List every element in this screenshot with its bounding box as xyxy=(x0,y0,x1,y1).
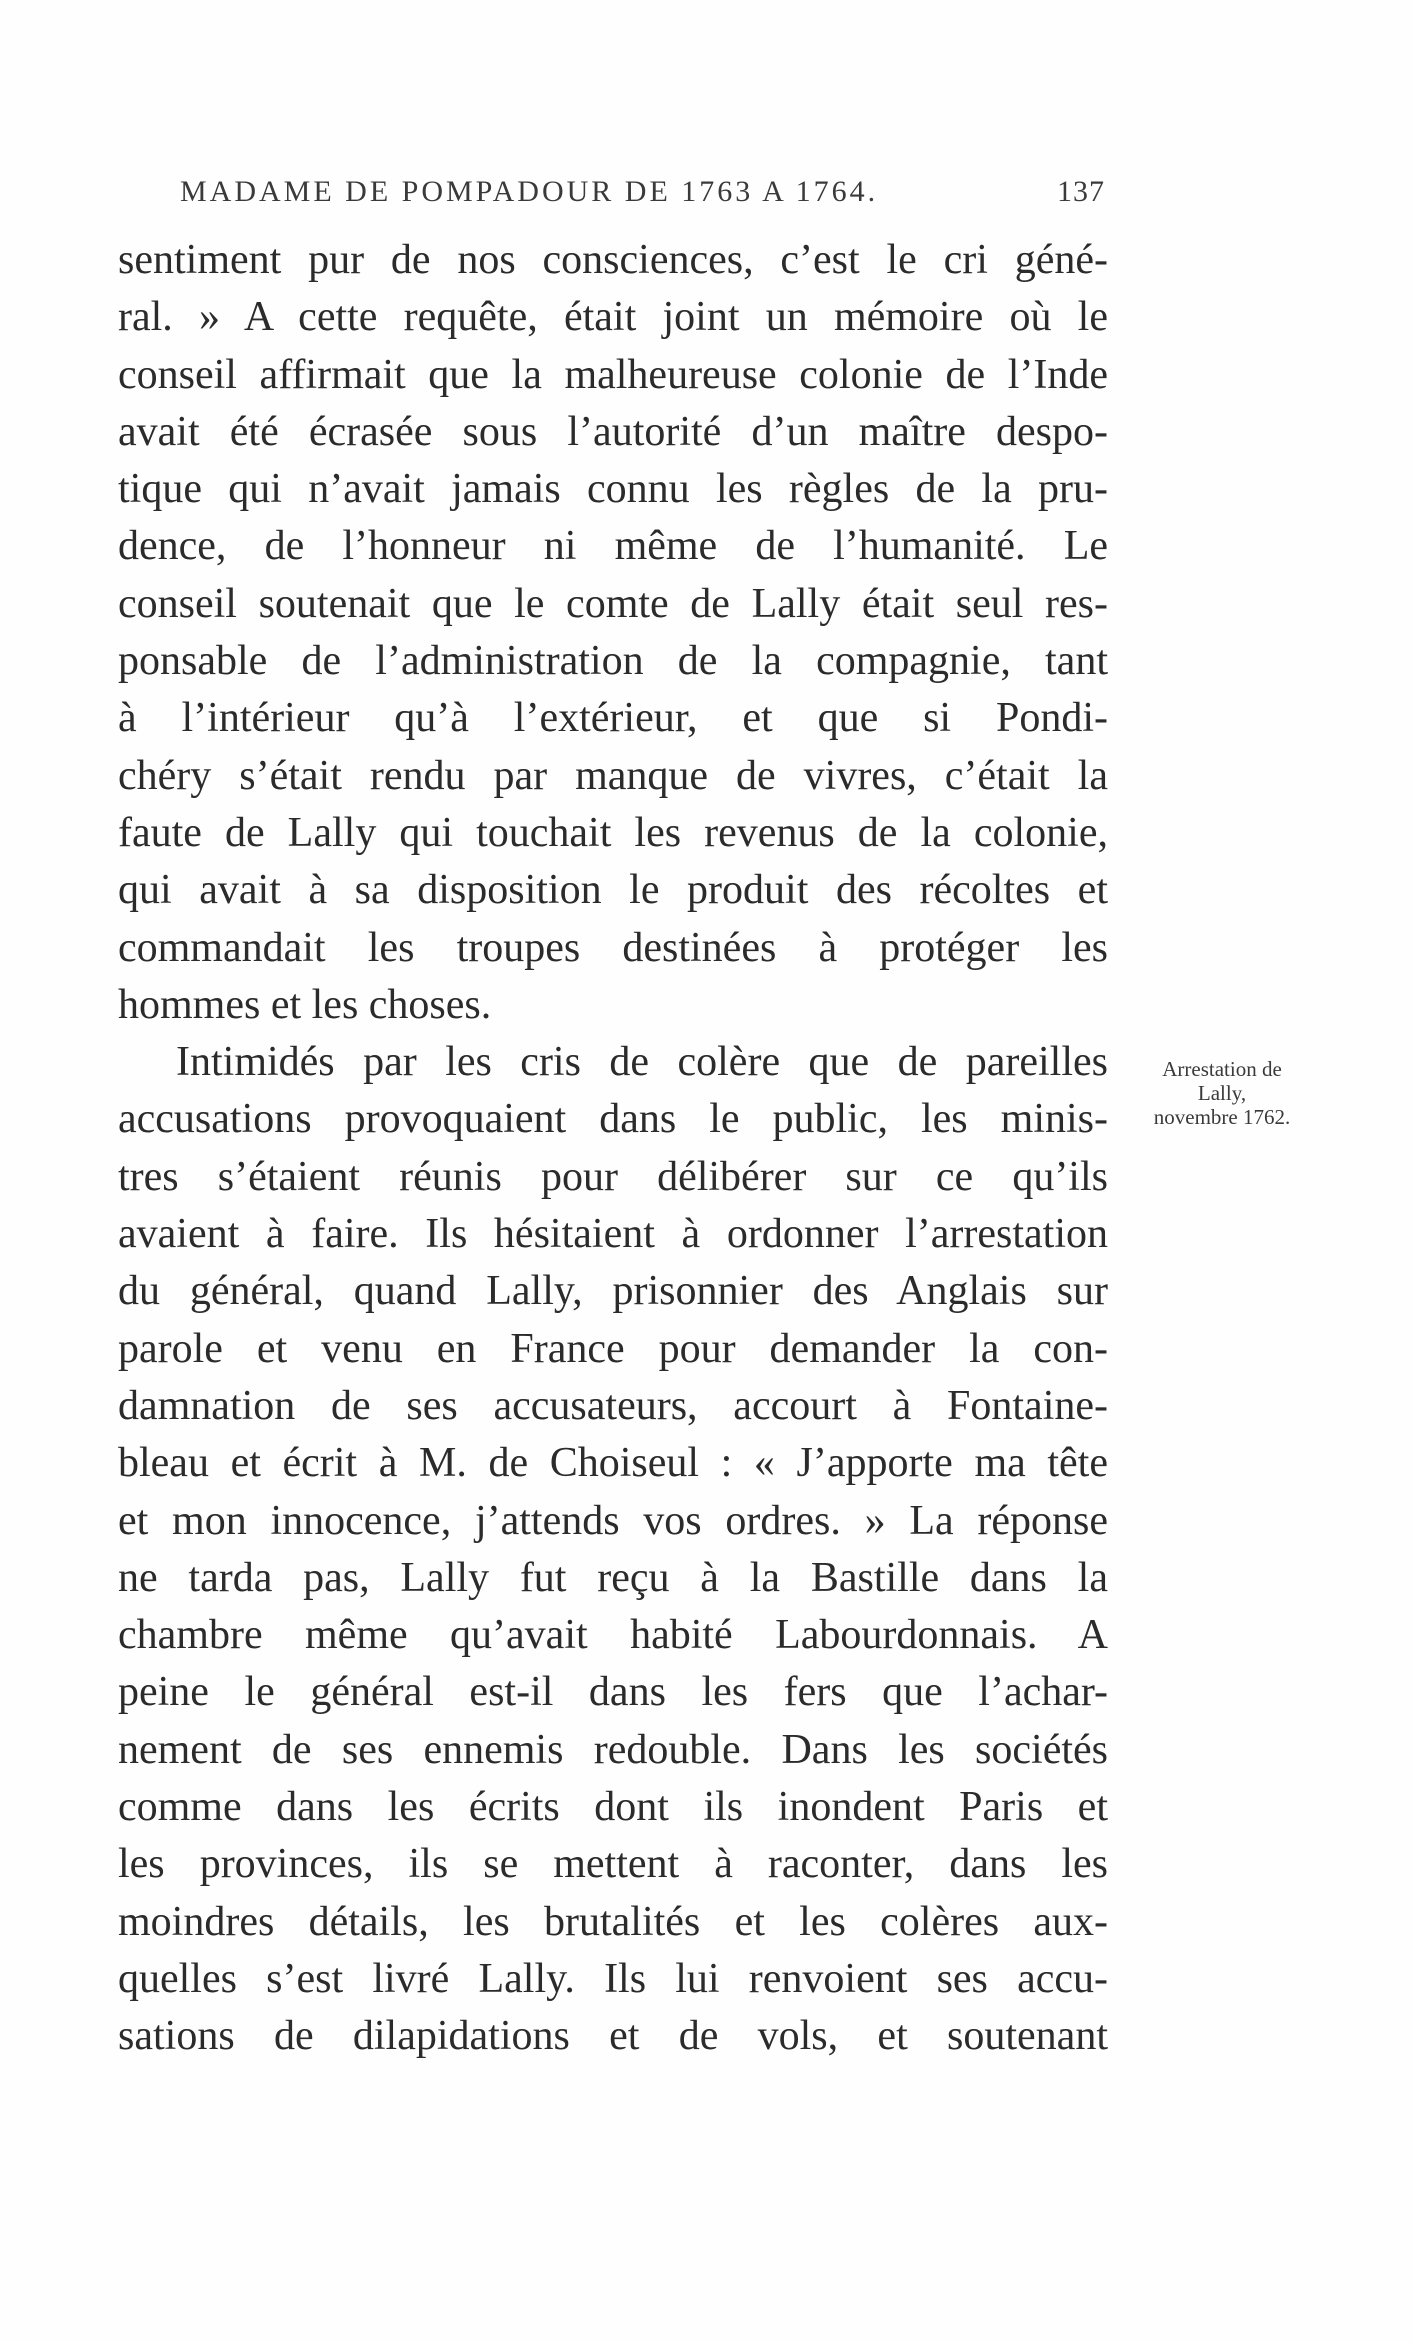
text-line: comme dans les écrits dont ils inondent Paris et xyxy=(118,1784,1108,1831)
text-line: ponsable de l’administration de la compagnie, tant xyxy=(118,638,1108,685)
text-line: bleau et écrit à M. de Choiseul : « J’apporte ma tête xyxy=(118,1440,1108,1487)
text-line: avait été écrasée sous l’autorité d’un maître despo- xyxy=(118,408,1108,455)
text-line: sations de dilapidations et de vols, et soutenant xyxy=(118,2013,1108,2060)
margin-note-line: novembre 1762. xyxy=(1153,1105,1291,1129)
margin-note-line: Lally, xyxy=(1197,1081,1247,1105)
body-text xyxy=(118,232,1108,2066)
text-line: tres s’étaient réunis pour délibérer sur ce qu’ils xyxy=(118,1153,1108,1200)
running-head xyxy=(180,175,1105,215)
text-line: hommes et les choses. xyxy=(118,981,492,1028)
text-line: parole et venu en France pour demander la con- xyxy=(118,1325,1108,1372)
page-number: 137 xyxy=(1057,175,1105,208)
running-title: MADAME DE POMPADOUR DE 1763 A 1764. xyxy=(180,175,879,208)
text-line: à l’intérieur qu’à l’extérieur, et que si Pondi- xyxy=(118,695,1108,742)
text-line: nement de ses ennemis redouble. Dans les sociétés xyxy=(118,1726,1108,1773)
text-line: les provinces, ils se mettent à raconter, dans les xyxy=(118,1841,1108,1888)
text-line: quelles s’est livré Lally. Ils lui renvoient ses accu- xyxy=(118,1955,1108,2002)
text-line: chambre même qu’avait habité Labourdonnais. A xyxy=(118,1612,1108,1659)
text-line: ne tarda pas, Lally fut reçu à la Bastille dans la xyxy=(118,1554,1108,1601)
text-line: faute de Lally qui touchait les revenus de la colonie, xyxy=(118,809,1108,856)
text-line: sentiment pur de nos consciences, c’est le cri géné- xyxy=(118,237,1108,283)
text-line: accusations provoquaient dans le public, les minis- xyxy=(118,1096,1108,1143)
text-line: et mon innocence, j’attends vos ordres. » La réponse xyxy=(118,1497,1108,1544)
margin-note xyxy=(1122,1057,1322,1129)
text-line: tique qui n’avait jamais connu les règles de la pru- xyxy=(118,466,1108,513)
text-line: conseil affirmait que la malheureuse colonie de l’Inde xyxy=(118,351,1108,398)
text-line: commandait les troupes destinées à protéger les xyxy=(118,924,1108,971)
text-line: du général, quand Lally, prisonnier des Anglais sur xyxy=(118,1268,1108,1315)
text-line: chéry s’était rendu par manque de vivres, c’était la xyxy=(118,752,1108,799)
text-line: conseil soutenait que le comte de Lally était seul res- xyxy=(118,580,1108,627)
text-line: damnation de ses accusateurs, accourt à Fontaine- xyxy=(118,1382,1108,1429)
text-line: ral. » A cette requête, était joint un mémoire où le xyxy=(118,294,1108,341)
text-line: Intimidés par les cris de colère que de pareilles xyxy=(176,1039,1108,1086)
margin-note-line: Arrestation de xyxy=(1162,1057,1282,1081)
text-line: moindres détails, les brutalités et les colères aux- xyxy=(118,1898,1108,1945)
text-line: avaient à faire. Ils hésitaient à ordonner l’arrestation xyxy=(118,1211,1108,1258)
text-line: peine le général est-il dans les fers que l’achar- xyxy=(118,1669,1108,1716)
text-line: dence, de l’honneur ni même de l’humanité. Le xyxy=(118,523,1108,570)
text-line: qui avait à sa disposition le produit des récoltes et xyxy=(118,867,1108,914)
